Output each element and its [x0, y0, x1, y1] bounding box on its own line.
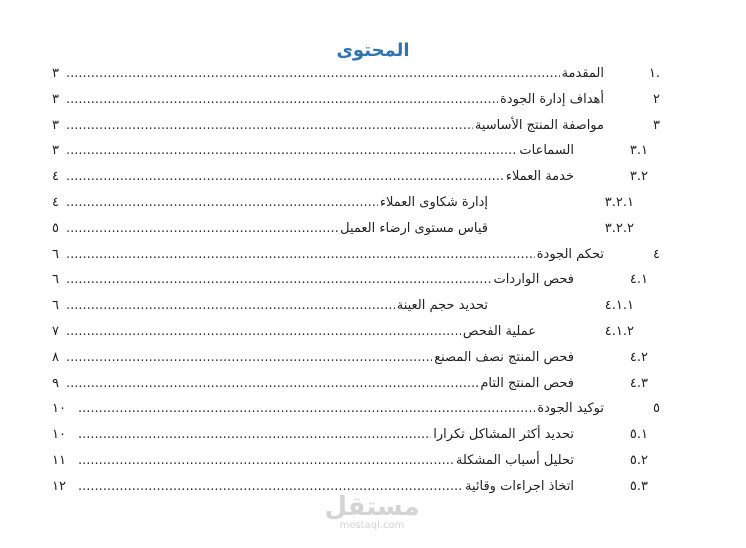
- toc-entry-page: ٣: [52, 117, 59, 133]
- toc-entry[interactable]: [52, 62, 664, 88]
- toc-entry-title: المقدمة: [561, 66, 604, 81]
- toc-entry-title: تحكم الجودة: [536, 246, 604, 262]
- toc-entry-number: ٤.٣: [629, 375, 648, 391]
- toc-entry-title: تحديد أكثر المشاكل تكرارا: [433, 427, 574, 443]
- toc-entry-number: ٥: [653, 401, 660, 417]
- toc-entry-number: ٣: [653, 117, 660, 133]
- toc-entry[interactable]: [52, 217, 664, 243]
- dot-leader: [66, 272, 492, 287]
- toc-entry-page: ٦: [52, 246, 59, 262]
- toc-entry-number: ٤.١.١: [604, 298, 634, 314]
- toc-entry-title: عملية الفحص: [462, 323, 536, 339]
- watermark-arabic: مستقل: [324, 492, 420, 522]
- toc-entry-title: مواصفة المنتج الأساسية: [474, 117, 604, 133]
- toc-entry-number: ٣.٢.٢: [604, 220, 634, 236]
- dot-leader: [78, 401, 535, 416]
- toc-entry-title: إدارة شكاوى العملاء: [379, 194, 488, 210]
- toc-entry-page: ٩: [52, 375, 59, 391]
- toc-entry-title: اتخاذ اجراءات وقائية: [465, 478, 574, 494]
- toc-entry-title: فحص المنتج نصف المصنع: [434, 349, 574, 365]
- toc-entry-page: ٥: [52, 220, 59, 236]
- table-of-contents: [52, 62, 664, 501]
- toc-entry-page: ١١: [52, 452, 66, 468]
- toc-entry-page: ٨: [52, 349, 59, 365]
- dot-leader: [66, 169, 504, 184]
- toc-entry-number: ٣.٢: [629, 169, 648, 185]
- toc-entry-title: خدمة العملاء: [505, 169, 574, 185]
- toc-entry-page: ٣: [52, 91, 59, 107]
- toc-entry-title: فحص الواردات: [493, 272, 574, 288]
- dot-leader: [66, 143, 517, 158]
- mostaql-watermark-logo: [322, 494, 422, 532]
- toc-entry-title: قياس مستوى ارضاء العميل: [340, 220, 488, 236]
- toc-entry-title: السماعات: [519, 143, 574, 159]
- toc-entry-title: تحليل أسباب المشكلة: [455, 452, 574, 468]
- toc-entry-title: تحديد حجم العينة: [396, 298, 488, 314]
- dot-leader: [66, 298, 395, 313]
- toc-entry-page: ١٠: [52, 427, 66, 443]
- dot-leader: [66, 350, 432, 365]
- watermark-latin: mostaql.com: [339, 520, 405, 531]
- toc-entry[interactable]: [52, 346, 664, 372]
- toc-entry[interactable]: [52, 423, 664, 449]
- toc-entry-page: ١٠: [52, 401, 66, 417]
- dot-leader: [66, 324, 461, 339]
- dot-leader: [66, 247, 535, 262]
- toc-entry-number: ٤.١: [629, 272, 648, 288]
- dot-leader: [66, 376, 478, 391]
- toc-entry-page: ٣: [52, 143, 59, 159]
- dot-leader: [66, 92, 498, 107]
- toc-entry[interactable]: [52, 114, 664, 140]
- dot-leader: [78, 427, 431, 442]
- toc-entry[interactable]: [52, 191, 664, 217]
- toc-entry-page: ٤: [52, 194, 59, 210]
- toc-entry-page: ٦: [52, 272, 59, 288]
- toc-entry[interactable]: [52, 165, 664, 191]
- toc-entry-number: ٤.١.٢: [604, 323, 634, 339]
- toc-entry[interactable]: [52, 372, 664, 398]
- toc-entry[interactable]: [52, 320, 664, 346]
- toc-entry-page: ٣: [52, 66, 59, 81]
- toc-entry-title: فحص المنتج التام: [480, 375, 574, 391]
- toc-entry[interactable]: [52, 449, 664, 475]
- toc-entry-page: ١٢: [52, 478, 66, 494]
- toc-entry[interactable]: [52, 397, 664, 423]
- toc-entry-number: ٣.٢.١: [604, 194, 634, 210]
- toc-entry-number: ٢: [653, 91, 660, 107]
- toc-entry-number: ٥.٣: [629, 478, 648, 494]
- toc-entry-number: ٤: [653, 246, 660, 262]
- toc-entry-page: ٧: [52, 323, 59, 339]
- toc-entry[interactable]: [52, 243, 664, 269]
- toc-entry-title: أهداف إدارة الجودة: [499, 91, 604, 107]
- toc-entry-number: ٤.٢: [629, 349, 648, 365]
- toc-entry-page: ٦: [52, 298, 59, 314]
- toc-entry[interactable]: [52, 88, 664, 114]
- toc-entry[interactable]: [52, 294, 664, 320]
- dot-leader: [66, 118, 473, 133]
- toc-entry-number: ٣.١: [629, 143, 648, 159]
- toc-heading: المحتوى: [336, 40, 410, 61]
- toc-entry-number: ٥.٢: [629, 452, 648, 468]
- dot-leader: [66, 221, 338, 236]
- toc-entry-title: توكيد الجودة: [537, 401, 604, 417]
- dot-leader: [78, 453, 454, 468]
- dot-leader: [66, 66, 560, 81]
- toc-entry-page: ٤: [52, 169, 59, 185]
- toc-entry[interactable]: [52, 268, 664, 294]
- toc-entry[interactable]: [52, 139, 664, 165]
- dot-leader: [66, 195, 378, 210]
- toc-entry-number: ١.: [648, 66, 660, 81]
- toc-entry-number: ٥.١: [629, 427, 648, 443]
